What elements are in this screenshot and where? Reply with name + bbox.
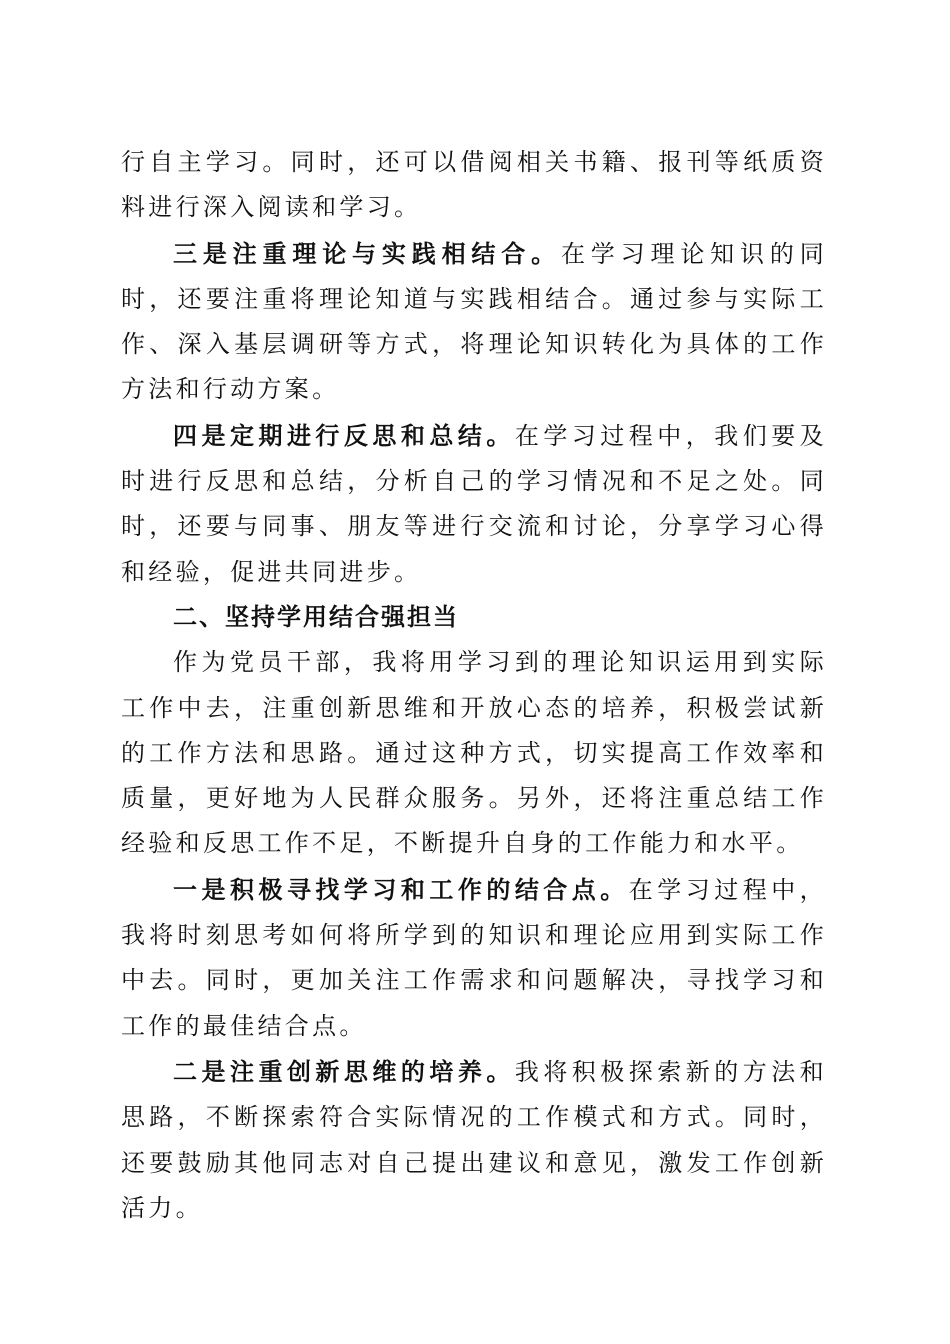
paragraph-body: 作为党员干部，我将用学习到的理论知识运用到实际工作中去，注重创新思维和开放心态的培养，积极尝试新的工作方法和思路。通过这种方式，切实提高工作效率和质量，更好地为人民群众服务。另外，还将注重总结工作经验和反思工作不足，不断提升自身的工作能力和水平。 [121,648,827,858]
paragraph-body: 在学习过程中，我将时刻思考如何将所学到的知识和理论应用到实际工作中去。同时，更加关注工作需求和问题解决，寻找学习和工作的最佳结合点。 [121,875,827,1040]
paragraph-body: 在学习理论知识的同时，还要注重将理论知道与实践相结合。通过参与实际工作、深入基层调研等方式，将理论知识转化为具体的工作方法和行动方案。 [121,239,827,404]
paragraph-section-intro [121,640,827,866]
document-body [121,140,827,1231]
paragraph-body: 在学习过程中，我们要及时进行反思和总结，分析自己的学习情况和不足之处。同时，还要与同事、朋友等进行交流和讨论，分享学习心得和经验，促进共同进步。 [121,421,827,586]
paragraph-point-two [121,1049,827,1231]
paragraph-point-one [121,867,827,1049]
paragraph-lead: 二是注重创新思维的培养。 [173,1056,515,1086]
paragraph-lead: 三是注重理论与实践相结合。 [173,238,561,268]
paragraph-point-three [121,231,827,413]
section-heading: 二、坚持学用结合强担当 [173,602,459,631]
paragraph-body: 我将积极探索新的方法和思路，不断探索符合实际情况的工作模式和方式。同时，还要鼓励其他同志对自己提出建议和意见，激发工作创新活力。 [121,1057,827,1222]
paragraph-body: 行自主学习。同时，还可以借阅相关书籍、报刊等纸质资料进行深入阅读和学习。 [121,148,827,222]
paragraph-lead: 四是定期进行反思和总结。 [173,420,515,450]
paragraph-lead: 一是积极寻找学习和工作的结合点。 [173,874,629,904]
paragraph-continuation [121,140,827,231]
paragraph-point-four [121,413,827,595]
